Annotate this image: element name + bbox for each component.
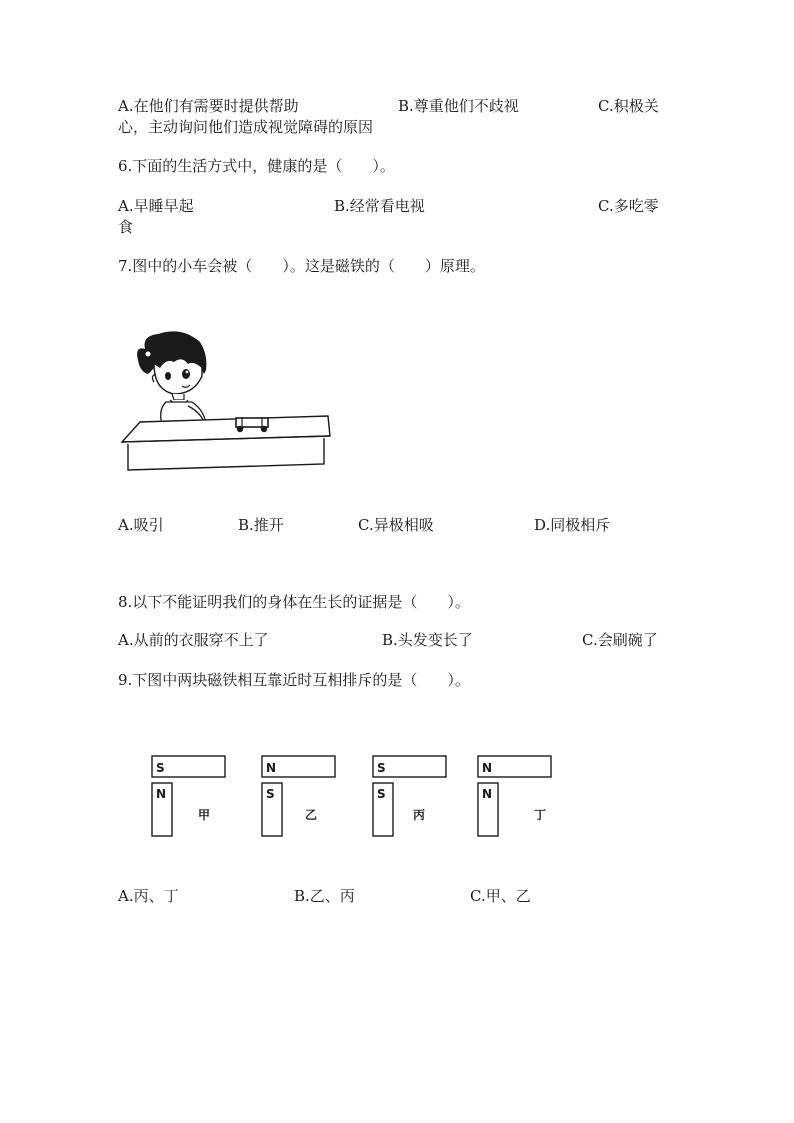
q8-option-a[interactable]: A.从前的衣服穿不上了 <box>118 631 269 649</box>
q8-question: 8.以下不能证明我们的身体在生长的证据是（ ）。 <box>118 593 470 611</box>
q6-option-a[interactable]: A.早睡早起 <box>118 197 194 215</box>
magnet-1-bottom-pole: N <box>156 787 167 801</box>
q7-option-a[interactable]: A.吸引 <box>118 516 164 534</box>
q8-option-b[interactable]: B.头发变长了 <box>382 631 473 649</box>
q9-magnet-diagram <box>148 752 558 842</box>
magnet-2-top-pole: N <box>266 761 277 775</box>
q7-option-b[interactable]: B.推开 <box>238 516 284 534</box>
magnet-4-label: 丁 <box>534 808 547 822</box>
q9-option-a[interactable]: A.丙、丁 <box>118 887 179 905</box>
q6-option-c-continued: 食 <box>118 218 134 236</box>
q6-option-b[interactable]: B.经常看电视 <box>334 197 425 215</box>
q9-option-b[interactable]: B.乙、丙 <box>294 887 355 905</box>
magnet-2-bottom-pole: S <box>266 787 275 801</box>
magnet-pair-4 <box>478 756 551 836</box>
magnet-pair-1 <box>152 756 225 836</box>
q6-question: 6.下面的生活方式中，健康的是（ ）。 <box>118 157 395 175</box>
magnet-3-bottom-pole: S <box>377 787 386 801</box>
magnet-1-top-pole: S <box>156 761 165 775</box>
q7-illustration <box>118 330 334 472</box>
magnet-2-label: 乙 <box>305 808 318 822</box>
magnet-3-top-pole: S <box>377 761 386 775</box>
magnet-4-bottom-pole: N <box>482 787 493 801</box>
magnet-pair-3 <box>373 756 446 836</box>
q7-option-d[interactable]: D.同极相斥 <box>534 516 611 534</box>
q7-question: 7.图中的小车会被（ ）。这是磁铁的（ ）原理。 <box>118 257 485 275</box>
magnet-1-label: 甲 <box>198 808 211 822</box>
q5-option-c[interactable]: C.积极关 <box>598 97 659 115</box>
q9-option-c[interactable]: C.甲、乙 <box>470 887 531 905</box>
q5-option-c-continued: 心，主动询问他们造成视觉障碍的原因 <box>118 118 374 136</box>
q9-question: 9.下图中两块磁铁相互靠近时互相排斥的是（ ）。 <box>118 671 470 689</box>
magnet-4-top-pole: N <box>482 761 493 775</box>
q5-option-b[interactable]: B.尊重他们不歧视 <box>398 97 519 115</box>
q8-option-c[interactable]: C.会刷碗了 <box>582 631 658 649</box>
q5-option-a[interactable]: A.在他们有需要时提供帮助 <box>118 97 299 115</box>
magnet-3-label: 丙 <box>413 808 426 822</box>
q7-option-c[interactable]: C.异极相吸 <box>358 516 434 534</box>
magnet-pair-2 <box>262 756 335 836</box>
q6-option-c[interactable]: C.多吃零 <box>598 197 659 215</box>
